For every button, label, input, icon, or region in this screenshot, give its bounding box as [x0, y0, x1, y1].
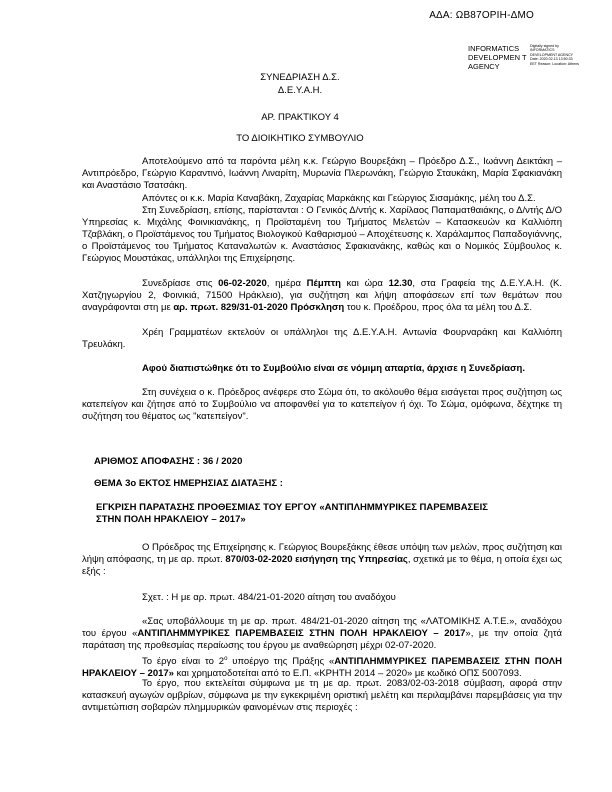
funding-paragraph: Το έργο είναι το $2^o$ υποέργο της Πράξης «ΑΝΤΙΠΛΗΜΜΥΡΙΚΕΣ ΠΑΡΕΜΒΑΣΕΙΣ ΣΤΗΝ ΠΟΛΗ ΗΡΑΚΛΕΙΟΥ – 2017» και χρηματοδοτείται από το Ε.Π. «ΚΡΗΤΗ 2014 – 2020» με κωδικό ΟΠΣ 5007093. [82, 656, 562, 680]
secretaries-paragraph: Χρέη Γραμματέων εκτελούν οι υπάλληλοι της Δ.Ε.Υ.Α.Η. Αντωνία Φουρναράκη και Καλλιόπη Τρευλάκη. [82, 327, 562, 350]
organization-name: Δ.Ε.Υ.Α.Η. [277, 85, 323, 96]
board-heading: ΤΟ ΔΙΟΙΚΗΤΙΚΟ ΣΥΜΒΟΥΛΙΟ [236, 133, 364, 144]
decision-number: ΑΡΙΘΜΟΣ ΑΠΟΦΑΣΗΣ : 36 / 2020 [94, 456, 243, 467]
topic-heading: ΘΕΜΑ 3ο ΕΚΤΟΣ ΗΜΕΡΗΣΙΑΣ ΔΙΑΤΑΞΗΣ : [94, 478, 283, 489]
scope-paragraph: Το έργο, που εκτελείται σύμφωνα με τη με αρ. πρωτ. 2083/02-03-2018 σύμβαση, αφορά στην κατασκευή αγωγών ομβρίων, σύμφωνα με την εγκεκριμένη οριστική μελέτη και περιλαμβάνει παρεμβάσεις για την αντιμετώπιση σοβαρών πλημμυρικών φαινομένων στις περιοχές : [82, 678, 562, 713]
session-date: 06-02-2020 [218, 278, 267, 289]
session-details-paragraph: Συνεδρίασε στις 06-02-2020, ημέρα Πέμπτη και ώρα 12.30, στα Γραφεία της Δ.Ε.Υ.Α.Η. (Κ. Χατζηγωργίου 2, Φοινικιά, 71500 Ηράκλειο), για συζήτηση και λήψη αποφάσεων επί των θεμάτων που αναγράφονται στη με αρ. πρωτ. 829/31-01-2020 Πρόσκληση του κ. Προέδρου, προς όλα τα μέλη του Δ.Σ. [82, 278, 563, 313]
request-paragraph: «Σας υποβάλλουμε τη με αρ. πρωτ. 484/21-01-2020 αίτηση της «ΛΑΤΟΜΙΚΗΣ Α.Τ.Ε.», αναδόχου του έργου «ΑΝΤΙΠΛΗΜΜΥΡΙΚΕΣ ΠΑΡΕΜΒΑΣΕΙΣ ΣΤΗΝ ΠΟΛΗ ΗΡΑΚΛΕΙΟΥ – 2017», με την οποία ζητά παράταση της προθεσμίας περαίωσης του έργου με αναθεώρηση μέχρι 02-07-2020. [82, 616, 563, 651]
also-present-paragraph: Στη Συνεδρίαση, επίσης, παρίστανται : Ο Γενικός Δ/ντής κ. Χαρίλαος Παπαματθαιάκης, ο Δ/ντής Δ/Ο Υπηρεσίας κ. Μιχάλης Φοινικιανάκης, η Προϊσταμένη του Τμήματος Μελετών – Κατασκευών κα Καλλιόπη Τζαβλάκη, ο Προϊστάμενος του Τμήματος Βιολογικού Καθαρισμού – Αποχέτευσης κ. Χαράλαμπος Παπαδογιάννης, ο Προϊστάμενος του Τμήματος Καταναλωτών κ. Αναστάσιος Σφακιανάκης, καθώς και ο Νομικός Σύμβουλος κ. Γεώργιος Μουστάκας, υπάλληλοι της Επιχείρησης. [82, 205, 562, 264]
proposal-paragraph: Ο Πρόεδρος της Επιχείρησης κ. Γεώργιος Βουρεξάκης έθεσε υπόψη των μελών, προς συζήτηση και λήψη απόφασης, τη με αρ. πρωτ. 870/03-02-2020 εισήγηση της Υπηρεσίας, σχετικά με το θέμα, η οποία έχει ως εξής : [82, 542, 562, 577]
project-name: ΑΝΤΙΠΛΗΜΜΥΡΙΚΕΣ ΠΑΡΕΜΒΑΣΕΙΣ ΣΤΗΝ ΠΟΛΗ ΗΡΑΚΛΕΙΟΥ – 2017 [137, 628, 466, 639]
proposal-reference: 870/03-02-2020 εισήγηση της Υπηρεσίας [225, 554, 408, 565]
session-title: ΣΥΝΕΔΡΙΑΣΗ Δ.Σ. [260, 72, 340, 83]
ada-code: ΑΔΑ: ΩΒ87ΟΡΙΗ-ΔΜΟ [429, 10, 534, 21]
decision-subject [82, 502, 562, 526]
attendees-paragraph: Αποτελούμενο από τα παρόντα μέλη κ.κ. Γεώργιο Βουρεξάκη – Πρόεδρο Δ.Σ., Ιωάννη Δεικτάκη – Αντιπρόεδρο, Γεώργιο Καραντινό, Ιωάννη Λιναρίτη, Μυρωνία Πλερωνάκη, Γεώργιο Σταυκάκη, Μαρία Σφακιανάκη και Αναστάσιο Τσατσάκη. [82, 156, 562, 191]
signature-details: Digitally signed by INFORMATICS DEVELOPMENT AGENCY Date: 2020.02.13 13:50:33 EET Reason: Location: Athens [530, 44, 579, 66]
subject-line-2: ΣΤΗΝ ΠΟΛΗ ΗΡΑΚΛΕΙΟΥ – 2017» [96, 514, 246, 525]
absentees-paragraph: Απόντες οι κ.κ. Μαρία Καναβάκη, Ζαχαρίας Μαρκάκης και Γεώργιος Σισαμάκης, μέλη του Δ.Σ. [142, 193, 536, 204]
subject-line-1: ΕΓΚΡΙΣΗ ΠΑΡΑΤΑΣΗΣ ΠΡΟΘΕΣΜΙΑΣ ΤΟΥ ΕΡΓΟΥ «ΑΝΤΙΠΛΗΜΜΥΡΙΚΕΣ ΠΑΡΕΜΒΑΣΕΙΣ [96, 502, 488, 513]
urgent-topic-paragraph: Στη συνέχεια ο κ. Πρόεδρος ανέφερε στο Σώμα ότι, το ακόλουθο θέμα εισάγεται προς συζήτηση ως κατεπείγον και ζήτησε από το Συμβούλιο να αποφανθεί για το κατεπείγον ή όχι. Το Σώμα, ομόφωνα, δέχτηκε τη συζήτηση του θέματος ως "κατεπείγον". [82, 387, 562, 422]
session-day: Πέμπτη [306, 278, 341, 289]
quorum-statement: Αφού διαπιστώθηκε ότι το Συμβούλιο είναι σε νόμιμη απαρτία, άρχισε η Συνεδρίαση. [142, 363, 525, 374]
related-document-line: Σχετ. : Η με αρ. πρωτ. 484/21-01-2020 αίτηση του αναδόχου [142, 592, 396, 603]
invitation-reference: αρ. πρωτ. 829/31-01-2020 Πρόσκληση [173, 302, 345, 313]
session-time: 12.30 [388, 278, 413, 289]
project-name-2: ΑΝΤΙΠΛΗΜΜΥΡΙΚΕΣ ΠΑΡΕΜΒΑΣΕΙΣ ΣΤΗΝ ΠΟΛΗ ΗΡΑΚΛΕΙΟΥ – 2017» [82, 656, 562, 680]
signer-name: INFORMATICS DEVELOPMEN T AGENCY [468, 44, 527, 71]
minutes-number: ΑΡ. ΠΡΑΚΤΙΚΟΥ 4 [261, 112, 339, 123]
